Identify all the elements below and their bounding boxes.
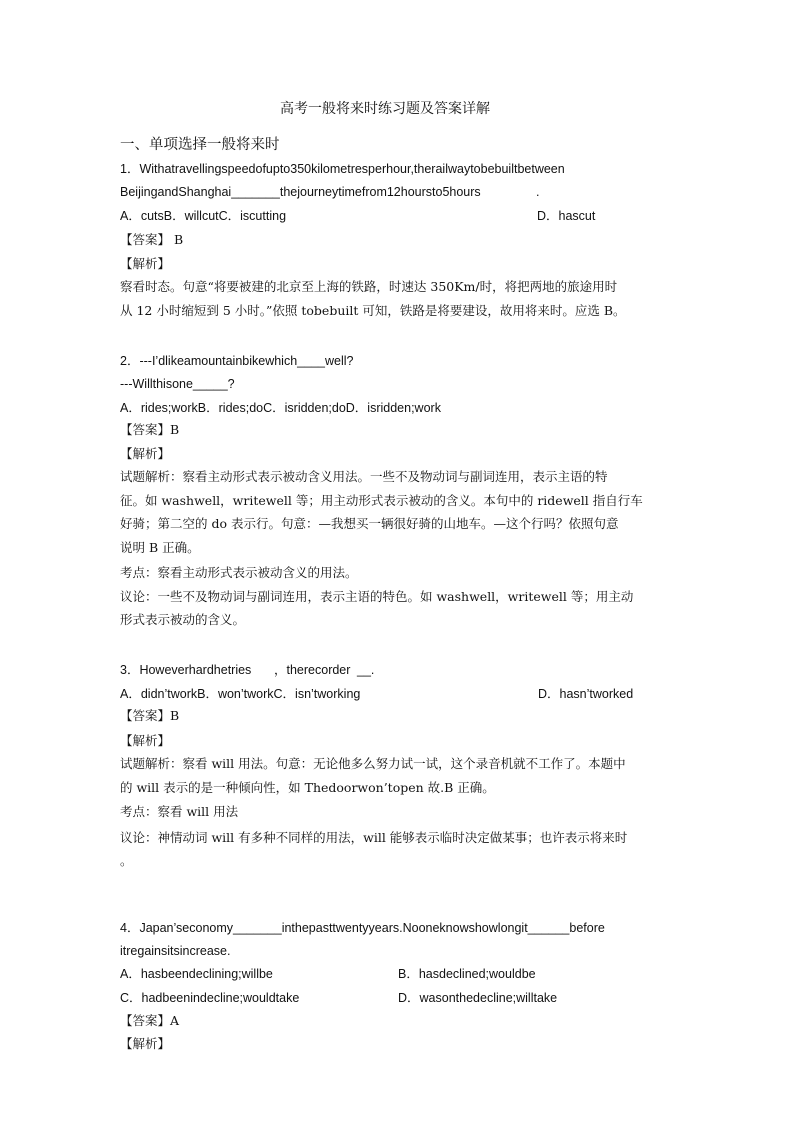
- question-stem: 1．Withatravellingspeedofupto350kilometresperhour,therailwaytobebuiltbetween: [120, 162, 565, 176]
- kaodian-text: 考点：察看主动形式表示被动含义的用法。: [120, 565, 358, 580]
- answer: 【答案】B: [120, 422, 180, 437]
- analysis-label: 【解析】: [120, 256, 171, 271]
- analysis-text: 征。如 washwell，writewell 等；用主动形式表示被动的含义。本句中的 ridewell 指自行车: [120, 493, 643, 508]
- analysis-text: 察看时态。句意“将要被建的北京至上海的铁路，时速达 350Km/时，将把两地的旅途用时: [120, 279, 618, 294]
- analysis-label: 【解析】: [120, 733, 171, 748]
- question-stem: 3．Howeverhardhetries: [120, 663, 252, 677]
- analysis-text: 好骑；第二空的 do 表示行。句意：—我想买一辆很好骑的山地车。—这个行吗？依照句意: [120, 516, 619, 531]
- discussion-text: 形式表示被动的含义。: [120, 612, 246, 627]
- options-abc: A．didn’tworkB．won’tworkC．isn’tworking: [120, 687, 361, 701]
- analysis-text: 的 will 表示的是一种倾向性，如 Thedoorwon’topen 故.B 正确。: [120, 780, 495, 795]
- answer: 【答案】 B: [120, 232, 184, 247]
- analysis-text: 试题解析：察看 will 用法。句意：无论他多么努力试一试，这个录音机就不工作了。本题中: [120, 756, 626, 771]
- analysis-text: 试题解析：察看主动形式表示被动含义用法。一些不及物动词与副词连用，表示主语的特: [120, 469, 608, 484]
- question-stem: ，therecorder: [274, 663, 351, 677]
- option-d: D．hasn’tworked: [538, 687, 634, 701]
- analysis-label: 【解析】: [120, 446, 171, 461]
- analysis-label: 【解析】: [120, 1036, 171, 1051]
- options: A．rides;workB．rides;doC．isridden;doD．isridden;work: [120, 401, 441, 415]
- discussion-text: 。: [120, 853, 133, 868]
- question-stem: BeijingandShanghai_______thejourneytimefrom12hoursto5hours: [120, 185, 481, 199]
- discussion-text: 议论：神情动词 will 有多种不同样的用法，will 能够表示临时决定做某事；也许表示将来时: [120, 830, 628, 845]
- option-a: A．hasbeendeclining;willbe: [120, 967, 273, 981]
- question-stem: 2．---I’dlikeamountainbikewhich____well?: [120, 354, 354, 368]
- options-abc: A．cutsB．willcutC．iscutting: [120, 209, 287, 223]
- kaodian-text: 考点：察看 will 用法: [120, 804, 239, 819]
- option-b: B．hasdeclined;wouldbe: [398, 967, 536, 981]
- analysis-text: 从 12 小时缩短到 5 小时。”依照 tobebuilt 可知，铁路是将要建设，故用将来时。应选 B。: [120, 303, 626, 318]
- option-d: D．wasonthedecline;willtake: [398, 991, 558, 1005]
- question-stem: itregainsitsincrease.: [120, 944, 231, 958]
- option-c: C．hadbeenindecline;wouldtake: [120, 991, 300, 1005]
- discussion-text: 议论：一些不及物动词与副词连用，表示主语的特色。如 washwell，writewell 等；用主动: [120, 589, 634, 604]
- option-d: D．hascut: [537, 209, 596, 223]
- answer: 【答案】B: [120, 708, 180, 723]
- page-title: 高考一般将来时练习题及答案详解: [280, 101, 490, 117]
- answer: 【答案】A: [120, 1013, 180, 1028]
- question-stem-blank: __.: [357, 663, 375, 677]
- analysis-text: 说明 B 正确。: [120, 540, 200, 555]
- question-stem-end: .: [536, 185, 540, 199]
- question-stem: ---Willthisone_____?: [120, 377, 235, 391]
- section-heading: 一、单项选择一般将来时: [120, 137, 280, 153]
- question-stem: 4．Japan’seconomy_______inthepasttwentyyears.Nooneknowshowlongit______before: [120, 921, 605, 935]
